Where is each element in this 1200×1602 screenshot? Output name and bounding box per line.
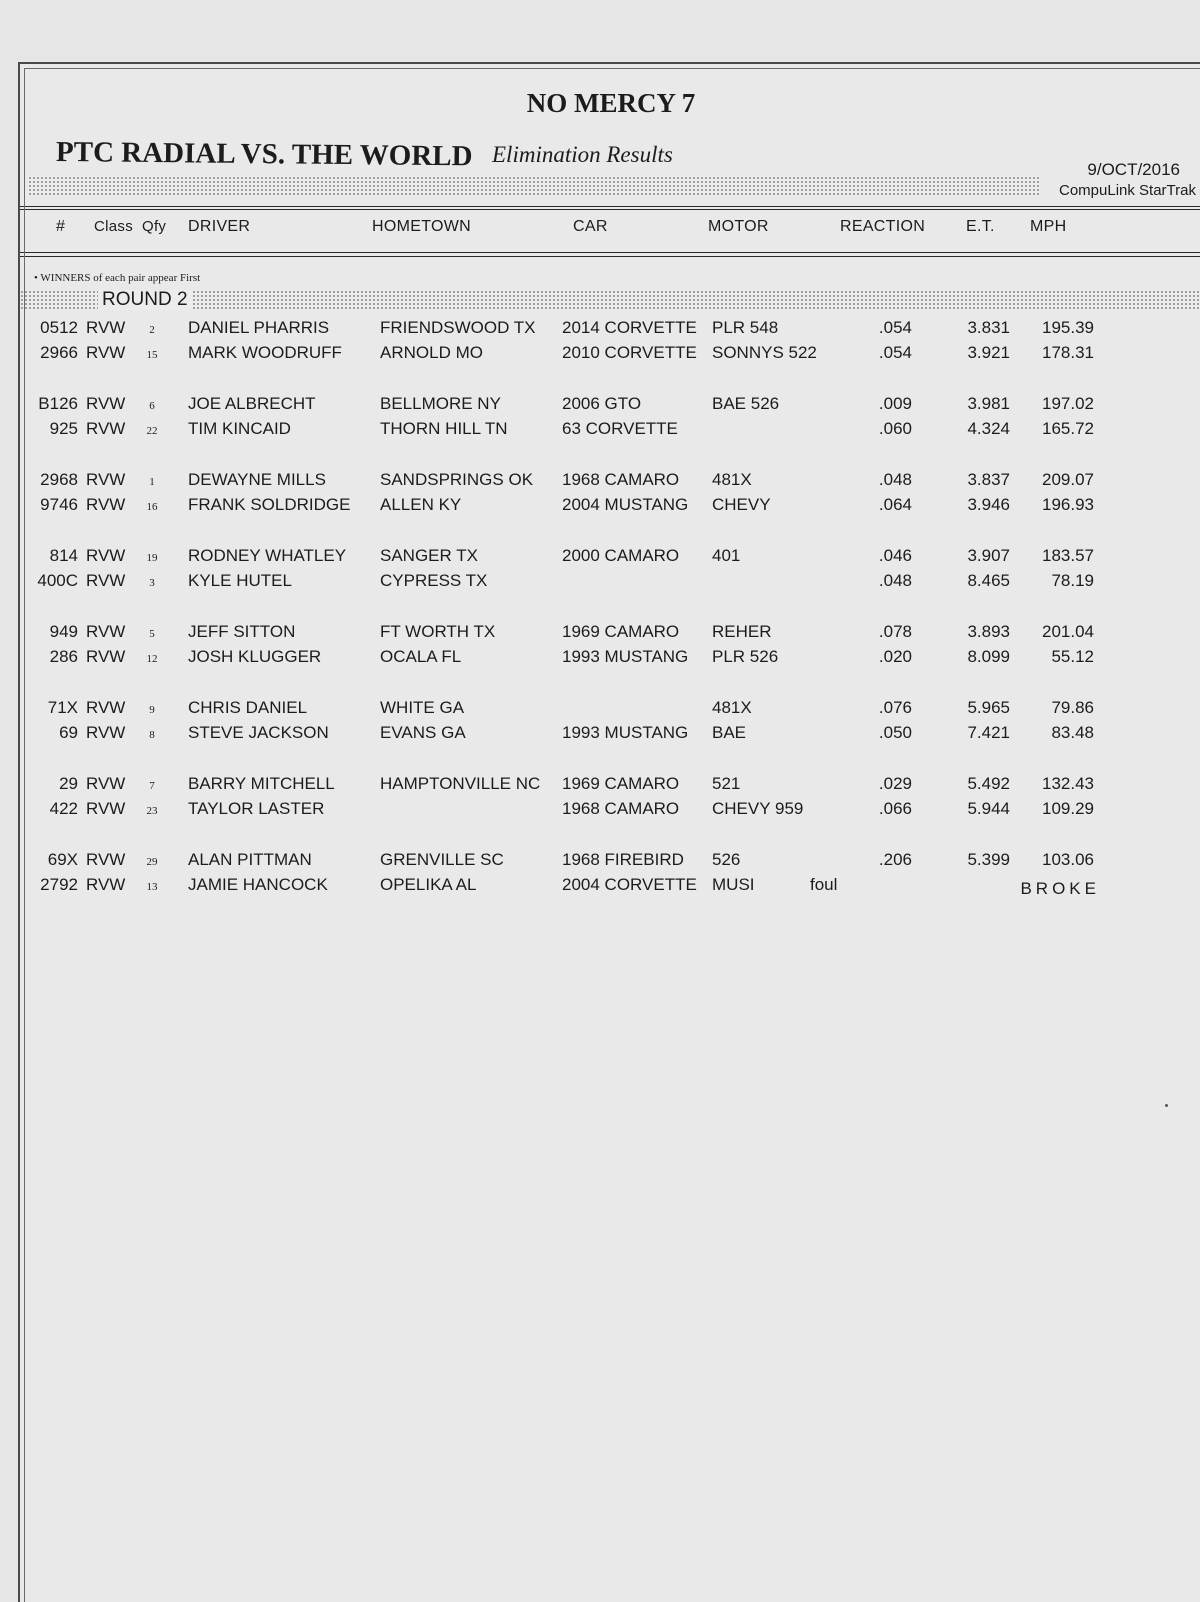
cell-reaction: .050 xyxy=(878,723,912,742)
col-header-hometown: HOMETOWN xyxy=(372,218,471,235)
cell-hometown: THORN HILL TN xyxy=(380,419,508,438)
event-title: NO MERCY 7 xyxy=(526,88,696,118)
cell-cls: RVW xyxy=(86,622,126,641)
header-rule-top xyxy=(20,206,1200,207)
cell-driver: DANIEL PHARRIS xyxy=(188,318,330,337)
cell-cls: RVW xyxy=(86,698,126,717)
cell-num: B126 xyxy=(38,394,78,413)
cell-hometown: WHITE GA xyxy=(380,698,465,717)
cell-motor: 521 xyxy=(712,774,741,793)
cell-et: 3.907 xyxy=(967,546,1010,565)
cell-num: 69 xyxy=(59,723,78,742)
cell-driver: JEFF SITTON xyxy=(188,622,296,641)
cell-driver: JAMIE HANCOCK xyxy=(188,875,328,894)
cell-driver: STEVE JACKSON xyxy=(188,723,329,742)
cell-reaction: .078 xyxy=(878,622,912,641)
cell-num: 814 xyxy=(49,546,78,565)
cell-num: 71X xyxy=(47,698,78,717)
cell-reaction: .029 xyxy=(878,774,912,793)
cell-hometown: ALLEN KY xyxy=(380,495,462,514)
cell-driver: RODNEY WHATLEY xyxy=(188,546,347,565)
event-date: 9/OCT/2016 xyxy=(1087,160,1180,179)
cell-qfy: 22 xyxy=(146,425,158,437)
cell-mph: 195.39 xyxy=(1042,318,1094,337)
cell-mph: 83.48 xyxy=(1051,723,1094,742)
class-title: PTC RADIAL VS. THE WORLD xyxy=(55,136,473,173)
cell-motor: CHEVY xyxy=(712,495,771,514)
cell-cls: RVW xyxy=(86,774,126,793)
cell-cls: RVW xyxy=(86,850,126,869)
cell-qfy: 1 xyxy=(149,476,155,488)
cell-qfy: 6 xyxy=(149,400,155,412)
cell-qfy: 3 xyxy=(149,577,155,589)
cell-car: 1969 CAMARO xyxy=(562,774,680,793)
cell-mph: 165.72 xyxy=(1042,419,1094,438)
col-header-reaction: REACTION xyxy=(840,218,926,235)
cell-num: 286 xyxy=(49,647,78,666)
cell-et: 5.944 xyxy=(967,799,1010,818)
cell-car: 2004 CORVETTE xyxy=(562,875,697,894)
cell-qfy: 5 xyxy=(149,628,155,640)
col-header-class: Class xyxy=(94,218,134,235)
cell-mph: 109.29 xyxy=(1042,799,1094,818)
cell-num: 949 xyxy=(49,622,78,641)
cell-motor: 481X xyxy=(712,698,752,717)
cell-cls: RVW xyxy=(86,799,126,818)
cell-car: 1968 CAMARO xyxy=(562,799,680,818)
cell-car: 1993 MUSTANG xyxy=(562,647,689,666)
round-label: ROUND 2 xyxy=(98,290,192,310)
cell-mph: 132.43 xyxy=(1042,774,1094,793)
cell-hometown: GRENVILLE SC xyxy=(380,850,504,869)
cell-driver: CHRIS DANIEL xyxy=(188,698,308,717)
results-subtitle: Elimination Results xyxy=(492,142,673,167)
cell-qfy: 15 xyxy=(146,349,158,361)
cell-qfy: 2 xyxy=(149,324,155,336)
header-rule-bottom-2 xyxy=(20,256,1200,257)
cell-reaction: .048 xyxy=(878,470,912,489)
cell-hometown: OPELIKA AL xyxy=(380,875,477,894)
cell-qfy: 16 xyxy=(146,501,158,513)
cell-motor: SONNYS 522 xyxy=(712,343,817,362)
cell-num: 29 xyxy=(59,774,78,793)
cell-mph: 178.31 xyxy=(1042,343,1094,362)
cell-et: 3.921 xyxy=(967,343,1010,362)
cell-motor: BAE xyxy=(712,723,747,742)
cell-et: 5.492 xyxy=(967,774,1010,793)
cell-car: 1993 MUSTANG xyxy=(562,723,689,742)
cell-qfy: 23 xyxy=(146,805,158,817)
cell-reaction: .064 xyxy=(878,495,912,514)
cell-reaction: .054 xyxy=(878,318,912,337)
col-header-qfy: Qfy xyxy=(142,218,167,235)
cell-cls: RVW xyxy=(86,318,126,337)
cell-qfy: 29 xyxy=(146,856,158,868)
cell-et: 3.981 xyxy=(967,394,1010,413)
cell-num: 2966 xyxy=(40,343,78,362)
cell-mph: 78.19 xyxy=(1051,571,1094,590)
cell-et: 3.831 xyxy=(967,318,1010,337)
cell-car: 1968 FIREBIRD xyxy=(562,850,684,869)
cell-hometown: EVANS GA xyxy=(380,723,466,742)
cell-motor: BAE 526 xyxy=(712,394,780,413)
cell-driver: JOE ALBRECHT xyxy=(188,394,316,413)
cell-cls: RVW xyxy=(86,571,126,590)
cell-mph: 197.02 xyxy=(1042,394,1094,413)
col-header-car: CAR xyxy=(573,218,608,235)
cell-driver: KYLE HUTEL xyxy=(188,571,292,590)
cell-qfy: 7 xyxy=(149,780,155,792)
cell-num: 400C xyxy=(37,571,78,590)
cell-reaction: .066 xyxy=(878,799,912,818)
paper-speck xyxy=(1165,1104,1168,1107)
cell-et: 7.421 xyxy=(967,723,1010,742)
cell-cls: RVW xyxy=(86,394,126,413)
cell-motor: PLR 526 xyxy=(712,647,779,666)
cell-hometown: HAMPTONVILLE NC xyxy=(380,774,541,793)
col-header-et: E.T. xyxy=(966,218,995,235)
cell-car: 2004 MUSTANG xyxy=(562,495,689,514)
cell-qfy: 9 xyxy=(149,704,155,716)
cell-qfy: 19 xyxy=(146,552,158,564)
cell-motor: CHEVY 959 xyxy=(712,799,804,818)
cell-num: 2968 xyxy=(40,470,78,489)
cell-mph: 183.57 xyxy=(1042,546,1094,565)
cell-et: 3.893 xyxy=(967,622,1010,641)
col-header-driver: DRIVER xyxy=(188,218,251,235)
cell-num: 69X xyxy=(47,850,78,869)
cell-reaction: .020 xyxy=(878,647,912,666)
cell-hometown: SANGER TX xyxy=(380,546,478,565)
cell-motor: 401 xyxy=(712,546,741,565)
cell-et: 8.099 xyxy=(967,647,1010,666)
cell-num: 9746 xyxy=(40,495,78,514)
col-header-mph: MPH xyxy=(1030,218,1067,235)
winners-note: • WINNERS of each pair appear First xyxy=(34,272,201,284)
cell-car: 2000 CAMARO xyxy=(562,546,680,565)
cell-cls: RVW xyxy=(86,470,126,489)
cell-driver: JOSH KLUGGER xyxy=(188,647,322,666)
cell-num: 2792 xyxy=(40,875,78,894)
cell-cls: RVW xyxy=(86,875,126,894)
cell-et: 4.324 xyxy=(967,419,1010,438)
cell-car: 2006 GTO xyxy=(562,394,642,413)
cell-et: 3.946 xyxy=(967,495,1010,514)
dotted-band xyxy=(28,176,1040,196)
cell-cls: RVW xyxy=(86,647,126,666)
cell-driver: BARRY MITCHELL xyxy=(188,774,335,793)
cell-reaction: .009 xyxy=(878,394,912,413)
cell-cls: RVW xyxy=(86,723,126,742)
cell-driver: TAYLOR LASTER xyxy=(188,799,325,818)
header-rule-bottom xyxy=(20,252,1200,253)
cell-reaction: .048 xyxy=(878,571,912,590)
cell-et: 3.837 xyxy=(967,470,1010,489)
cell-car: 1968 CAMARO xyxy=(562,470,680,489)
cell-motor: PLR 548 xyxy=(712,318,779,337)
cell-motor: 526 xyxy=(712,850,741,869)
cell-cls: RVW xyxy=(86,495,126,514)
cell-driver: MARK WOODRUFF xyxy=(188,343,342,362)
vendor-label: CompuLink StarTrak xyxy=(1059,182,1196,199)
cell-driver: FRANK SOLDRIDGE xyxy=(188,495,351,514)
cell-mph: 196.93 xyxy=(1042,495,1094,514)
cell-mph: 201.04 xyxy=(1042,622,1094,641)
cell-hometown: FRIENDSWOOD TX xyxy=(380,318,536,337)
cell-mph: 79.86 xyxy=(1051,698,1094,717)
header-rule-top-2 xyxy=(20,209,1200,210)
cell-et: 5.965 xyxy=(967,698,1010,717)
cell-reaction: .076 xyxy=(878,698,912,717)
round-band xyxy=(20,290,1200,310)
cell-cls: RVW xyxy=(86,419,126,438)
cell-motor: MUSI xyxy=(712,875,755,894)
cell-hometown: CYPRESS TX xyxy=(380,571,488,590)
cell-driver: TIM KINCAID xyxy=(188,419,291,438)
cell-mph: 103.06 xyxy=(1042,850,1094,869)
cell-et: 8.465 xyxy=(967,571,1010,590)
cell-hometown: OCALA FL xyxy=(380,647,462,666)
cell-qfy: 13 xyxy=(146,881,158,893)
cell-hometown: ARNOLD MO xyxy=(380,343,483,362)
cell-car: 63 CORVETTE xyxy=(562,419,678,438)
cell-driver: DEWAYNE MILLS xyxy=(188,470,326,489)
cell-num: 0512 xyxy=(40,318,78,337)
cell-hometown: BELLMORE NY xyxy=(380,394,501,413)
cell-reaction: .206 xyxy=(878,850,912,869)
cell-car: 2014 CORVETTE xyxy=(562,318,697,337)
cell-reaction: .060 xyxy=(878,419,912,438)
cell-driver: ALAN PITTMAN xyxy=(188,850,312,869)
cell-et: 5.399 xyxy=(967,850,1010,869)
cell-cls: RVW xyxy=(86,343,126,362)
cell-qfy: 8 xyxy=(149,729,155,741)
cell-reaction: foul xyxy=(810,875,838,894)
cell-motor: REHER xyxy=(712,622,772,641)
cell-hometown: SANDSPRINGS OK xyxy=(380,470,534,489)
cell-cls: RVW xyxy=(86,546,126,565)
results-sheet xyxy=(18,62,1200,1602)
cell-reaction: .046 xyxy=(878,546,912,565)
cell-mph: 55.12 xyxy=(1051,647,1094,666)
cell-num: 925 xyxy=(49,419,78,438)
cell-mph: BROKE xyxy=(1020,879,1100,898)
col-header-num: # xyxy=(56,218,66,235)
cell-qfy: 12 xyxy=(146,653,158,665)
cell-num: 422 xyxy=(49,799,78,818)
cell-car: 1969 CAMARO xyxy=(562,622,680,641)
cell-car: 2010 CORVETTE xyxy=(562,343,697,362)
cell-motor: 481X xyxy=(712,470,752,489)
cell-hometown: FT WORTH TX xyxy=(380,622,496,641)
cell-reaction: .054 xyxy=(878,343,912,362)
cell-mph: 209.07 xyxy=(1042,470,1094,489)
col-header-motor: MOTOR xyxy=(708,218,769,235)
